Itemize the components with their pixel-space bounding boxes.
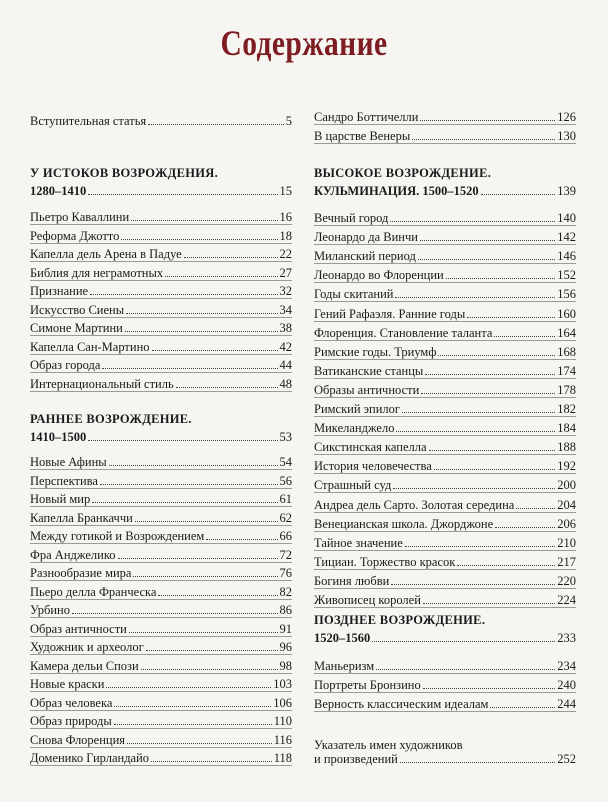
toc-entry[interactable] (30, 710, 292, 729)
entry-label: Гений Рафаэля. Ранние годы (314, 306, 466, 321)
toc-entry[interactable] (30, 336, 292, 355)
toc-entry[interactable] (314, 303, 576, 322)
entry-label: Микеланджело (314, 421, 395, 436)
toc-entry[interactable] (30, 636, 292, 655)
entry-label: Вечный город (314, 211, 389, 225)
entry-page: 224 (557, 593, 576, 607)
entry-label: Страшный суд (314, 478, 392, 493)
toc-entry[interactable] (314, 283, 576, 302)
entry-label: Образы античности (314, 382, 420, 397)
entry-label: Урбино (30, 603, 70, 617)
entry-label: Фра Анджелико (30, 547, 116, 562)
entry-page: 152 (557, 268, 576, 283)
dot-leader (114, 723, 272, 725)
entry-page: 182 (557, 402, 576, 416)
toc-entry[interactable] (30, 507, 292, 526)
entry-page: 53 (279, 430, 292, 444)
toc-entry[interactable] (314, 570, 576, 589)
dot-leader (467, 316, 555, 318)
entry-page: 32 (279, 284, 292, 298)
dot-leader (129, 631, 278, 633)
entry-page: 116 (273, 732, 292, 747)
toc-entry[interactable] (314, 455, 576, 474)
entry-label: Тайное значение (314, 535, 403, 550)
toc-entry[interactable] (30, 525, 292, 544)
dot-leader (405, 545, 555, 547)
toc-entry[interactable] (314, 106, 576, 125)
toc-entry[interactable] (30, 243, 292, 262)
toc-entry-intro[interactable] (30, 110, 292, 128)
entry-page: 240 (557, 678, 576, 692)
entry-page: 27 (279, 265, 292, 280)
entry-label: Вступительная статья (30, 114, 147, 128)
dot-leader (88, 439, 277, 441)
section-span[interactable] (30, 426, 292, 444)
toc-entry[interactable] (30, 451, 292, 470)
dot-leader (141, 668, 278, 670)
toc-entry[interactable] (314, 532, 576, 551)
dot-leader (490, 706, 555, 708)
dot-leader (88, 193, 277, 195)
entry-label: Живописец королей (314, 593, 421, 607)
dot-leader (127, 742, 272, 744)
entry-page: 200 (557, 478, 576, 493)
dot-leader (494, 335, 555, 337)
entry-page: 72 (279, 547, 292, 562)
entry-page: 54 (279, 455, 292, 469)
entry-page: 22 (279, 247, 292, 261)
toc-entry[interactable] (314, 341, 576, 360)
toc-entry[interactable] (30, 470, 292, 489)
entry-label: Верность классическим идеалам (314, 697, 489, 711)
dot-leader (102, 367, 277, 369)
toc-entry[interactable] (314, 674, 576, 693)
toc-entry[interactable] (314, 474, 576, 493)
entry-page: 156 (557, 287, 576, 302)
dot-leader (151, 760, 272, 762)
entry-page: 44 (279, 358, 292, 372)
entry-page: 96 (279, 640, 292, 654)
dot-leader (92, 501, 277, 503)
entry-page: 164 (557, 325, 576, 340)
entry-page: 61 (279, 492, 292, 506)
entry-label: Андреа дель Сарто. Золотая середина (314, 497, 515, 512)
entry-page: 140 (557, 211, 576, 225)
dot-leader (390, 220, 555, 222)
entry-label: В царстве Венеры (314, 128, 411, 143)
dot-leader (152, 349, 278, 351)
entry-label: КУЛЬМИНАЦИЯ. 1500–1520 (314, 184, 479, 198)
entry-label: Образ природы (30, 714, 112, 728)
dot-leader (100, 483, 278, 485)
dot-leader (420, 119, 555, 121)
toc-entry[interactable] (314, 417, 576, 436)
entry-page: 192 (557, 459, 576, 474)
entry-page: 188 (557, 440, 576, 455)
entry-label: Сандро Боттичелли (314, 110, 419, 124)
toc-entry-index[interactable] (314, 748, 576, 766)
dot-leader (376, 668, 555, 670)
entry-page: 204 (557, 497, 576, 512)
entry-label: Разнообразие мира (30, 566, 132, 580)
toc-entry[interactable] (314, 322, 576, 341)
entry-label: Художник и археолог (30, 640, 144, 654)
entry-label: Перспектива (30, 473, 98, 488)
entry-label: Новый мир (30, 492, 91, 506)
entry-label: Библия для неграмотных (30, 265, 164, 280)
entry-page: 160 (557, 306, 576, 321)
dot-leader (90, 293, 277, 295)
dot-leader (184, 256, 278, 258)
toc-entry[interactable] (30, 599, 292, 618)
dot-leader (118, 557, 278, 559)
dot-leader (402, 411, 555, 413)
entry-page: 5 (285, 114, 292, 128)
entry-label: Образ города (30, 358, 101, 372)
entry-label: Миланский период (314, 249, 416, 264)
entry-page: 98 (279, 658, 292, 673)
toc-entry[interactable] (30, 225, 292, 244)
entry-page: 91 (279, 621, 292, 636)
entry-page: 18 (279, 228, 292, 243)
toc-entry[interactable] (30, 488, 292, 507)
entry-page: 178 (557, 382, 576, 397)
entry-page: 118 (273, 751, 292, 765)
toc-entry[interactable] (30, 280, 292, 299)
entry-page: 66 (279, 529, 292, 543)
dot-leader (429, 449, 556, 451)
entry-label: Венецианская школа. Джорджоне (314, 516, 494, 531)
entry-page: 139 (557, 184, 576, 198)
entry-label: 1410–1500 (30, 430, 87, 444)
entry-label: Ватиканские станцы (314, 363, 424, 378)
toc-entry[interactable] (30, 373, 292, 392)
entry-page: 126 (557, 110, 576, 124)
toc-entry[interactable] (30, 354, 292, 373)
entry-page: 103 (273, 677, 292, 691)
entry-label: Образ человека (30, 695, 113, 710)
toc-entry[interactable] (314, 360, 576, 379)
dot-leader (158, 594, 277, 596)
entry-page: 15 (279, 184, 292, 198)
dot-leader (425, 373, 555, 375)
toc-entry[interactable] (314, 513, 576, 532)
dot-leader (396, 430, 555, 432)
entry-label: Сикстинская капелла (314, 440, 427, 455)
entry-page: 168 (557, 344, 576, 359)
entry-page: 174 (557, 363, 576, 378)
entry-page: 76 (279, 566, 292, 580)
entry-label: История человечества (314, 459, 432, 474)
index-title: Указатель имен художников (314, 738, 463, 752)
dot-leader (125, 330, 278, 332)
entry-page: 206 (557, 516, 576, 531)
dot-leader (420, 239, 555, 241)
section-span[interactable] (30, 180, 292, 198)
dot-leader (372, 640, 555, 642)
dot-leader (395, 296, 555, 298)
dot-leader (412, 138, 555, 140)
toc-entry[interactable] (30, 618, 292, 637)
dot-leader (114, 705, 271, 707)
toc-entry[interactable] (30, 673, 292, 692)
toc-entry[interactable] (30, 729, 292, 748)
dot-leader (148, 123, 284, 125)
entry-label: Пьеро делла Франческа (30, 584, 157, 599)
entry-page: 106 (273, 695, 292, 710)
entry-label: Маньеризм (314, 659, 375, 673)
dot-leader (109, 464, 278, 466)
entry-label: Портреты Бронзино (314, 678, 421, 692)
entry-label: Симоне Мартини (30, 321, 123, 335)
entry-label: Леонардо да Винчи (314, 230, 418, 245)
entry-page: 210 (557, 535, 576, 550)
section-heading: У ИСТОКОВ ВОЗРОЖДЕНИЯ. (30, 166, 219, 180)
toc-entry[interactable] (30, 206, 292, 225)
entry-label: 1520–1560 (314, 631, 371, 645)
entry-label: Признание (30, 284, 89, 298)
entry-page: 217 (557, 554, 576, 569)
dot-leader (434, 468, 555, 470)
entry-label: Реформа Джотто (30, 228, 120, 243)
dot-leader (516, 507, 555, 509)
entry-page: 146 (557, 249, 576, 264)
dot-leader (121, 238, 277, 240)
toc-entry[interactable] (30, 692, 292, 711)
dot-leader (423, 687, 556, 689)
entry-label: Годы скитаний (314, 287, 394, 302)
toc-entry[interactable] (314, 589, 576, 608)
entry-page: 42 (279, 339, 292, 354)
entry-label: Капелла Сан-Мартино (30, 339, 150, 354)
entry-page: 56 (279, 473, 292, 488)
section-heading: ПОЗДНЕЕ ВОЗРОЖДЕНИЕ. (314, 613, 486, 627)
dot-leader (418, 258, 555, 260)
dot-leader (421, 392, 555, 394)
section-span[interactable] (314, 627, 576, 645)
entry-label: Снова Флоренция (30, 732, 126, 747)
toc-entry[interactable] (30, 562, 292, 581)
entry-label: Между готикой и Возрождением (30, 529, 205, 543)
dot-leader (481, 193, 556, 195)
toc-entry[interactable] (314, 693, 576, 712)
toc-entry[interactable] (314, 494, 576, 513)
toc-entry[interactable] (30, 655, 292, 674)
entry-label: Новые краски (30, 677, 105, 691)
dot-leader (495, 526, 555, 528)
entry-label: и произведений (314, 752, 398, 766)
dot-leader (206, 538, 277, 540)
entry-page: 220 (557, 573, 576, 588)
entry-label: Образ античности (30, 621, 127, 636)
toc-entry[interactable] (314, 379, 576, 398)
entry-label: Пьетро Каваллини (30, 210, 130, 224)
toc-entry[interactable] (314, 551, 576, 570)
entry-page: 233 (557, 631, 576, 645)
dot-leader (391, 583, 555, 585)
entry-page: 110 (273, 714, 292, 728)
toc-entry[interactable] (314, 245, 576, 264)
entry-label: Римский эпилог (314, 402, 401, 416)
entry-label: Богиня любви (314, 573, 390, 588)
entry-page: 142 (557, 230, 576, 245)
dot-leader (133, 575, 277, 577)
entry-label: 1280–1410 (30, 184, 87, 198)
entry-page: 244 (557, 697, 576, 711)
section-heading: ВЫСОКОЕ ВОЗРОЖДЕНИЕ. (314, 166, 492, 180)
toc-entry[interactable] (314, 207, 576, 226)
entry-label: Капелла дель Арена в Падуе (30, 247, 182, 261)
toc-entry[interactable] (30, 747, 292, 766)
dot-leader (393, 487, 555, 489)
entry-label: Интернациональный стиль (30, 376, 174, 391)
toc-entry[interactable] (30, 299, 292, 318)
toc-entry[interactable] (314, 436, 576, 455)
dot-leader (457, 564, 555, 566)
section-heading: РАННЕЕ ВОЗРОЖДЕНИЕ. (30, 412, 192, 426)
dot-leader (165, 275, 277, 277)
entry-label: Римские годы. Триумф (314, 344, 437, 359)
dot-leader (423, 602, 555, 604)
entry-page: 86 (279, 603, 292, 617)
dot-leader (146, 649, 278, 651)
dot-leader (106, 686, 271, 688)
toc-entry[interactable] (30, 262, 292, 281)
entry-page: 184 (557, 421, 576, 436)
entry-page: 234 (557, 659, 576, 673)
entry-page: 48 (279, 376, 292, 391)
entry-label: Камера дельи Спози (30, 658, 139, 673)
dot-leader (135, 520, 278, 522)
toc-entry[interactable] (314, 655, 576, 674)
entry-label: Капелла Бранкаччи (30, 510, 133, 525)
toc-entry[interactable] (30, 317, 292, 336)
dot-leader (438, 354, 555, 356)
entry-label: Новые Афины (30, 455, 107, 469)
entry-page: 34 (279, 302, 292, 317)
page-title: Содержание (220, 23, 388, 63)
entry-label: Леонардо во Флоренции (314, 268, 444, 283)
entry-page: 38 (279, 321, 292, 335)
dot-leader (72, 612, 278, 614)
entry-label: Доменико Гирландайо (30, 751, 150, 765)
dot-leader (400, 761, 555, 763)
dot-leader (126, 312, 277, 314)
toc-entry[interactable] (314, 226, 576, 245)
dot-leader (446, 277, 556, 279)
entry-page: 16 (279, 210, 292, 224)
entry-page: 82 (279, 584, 292, 599)
entry-page: 252 (557, 752, 576, 766)
entry-page: 130 (557, 128, 576, 143)
dot-leader (176, 386, 278, 388)
entry-label: Тициан. Торжество красок (314, 554, 456, 569)
toc-entry[interactable] (314, 264, 576, 283)
toc-entry[interactable] (30, 581, 292, 600)
toc-entry[interactable] (314, 125, 576, 144)
entry-label: Флоренция. Становление таланта (314, 325, 493, 340)
entry-page: 62 (279, 510, 292, 525)
entry-label: Искусство Сиены (30, 302, 125, 317)
section-span[interactable] (314, 180, 576, 198)
toc-entry[interactable] (30, 544, 292, 563)
toc-entry[interactable] (314, 398, 576, 417)
dot-leader (131, 219, 277, 221)
